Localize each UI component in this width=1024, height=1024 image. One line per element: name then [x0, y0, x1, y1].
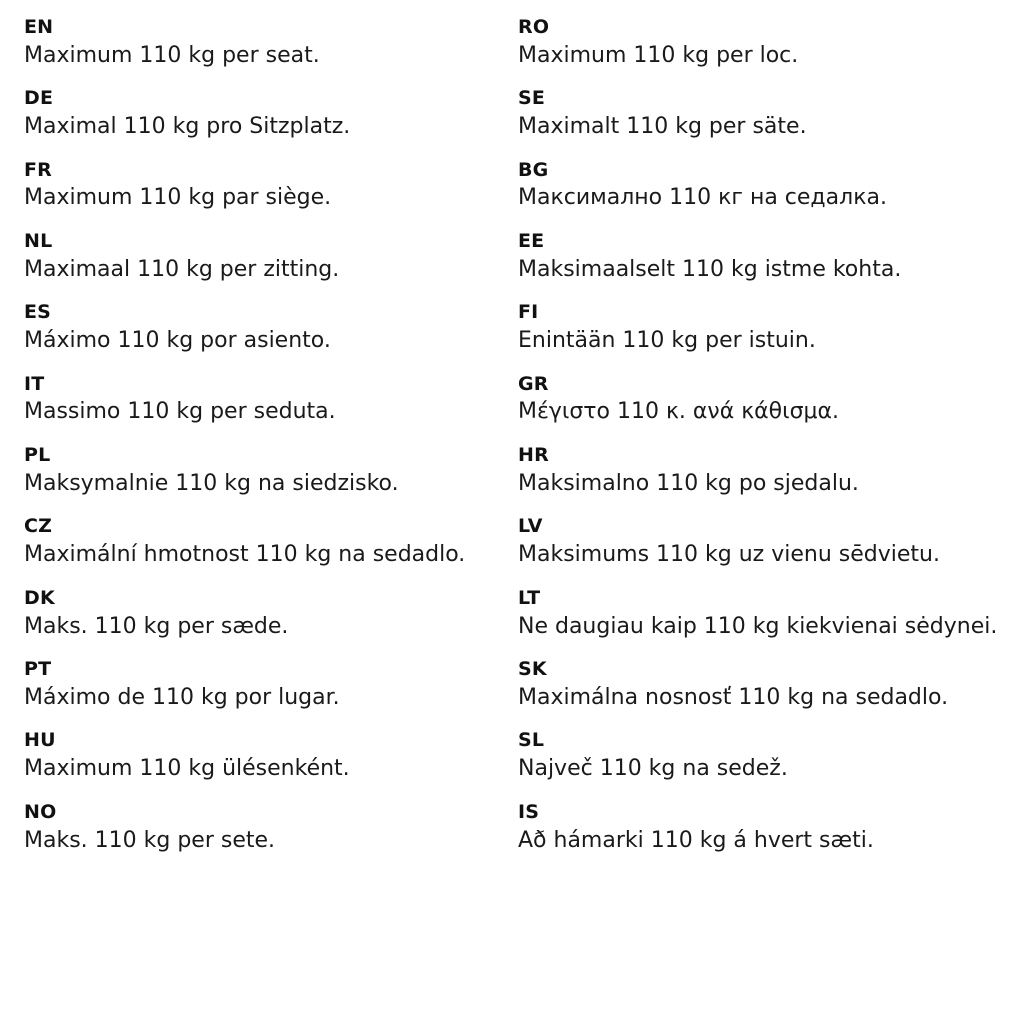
language-entry [24, 159, 498, 213]
language-entry [518, 159, 1000, 213]
language-text: Maximal 110 kg pro Sitzplatz. [24, 114, 351, 140]
language-code: ES [24, 301, 52, 324]
language-code: EN [24, 16, 54, 38]
language-code: RO [518, 16, 550, 38]
language-entry [24, 444, 498, 498]
language-text: Maximum 110 kg per loc. [518, 42, 799, 68]
language-text: Ne daugiau kaip 110 kg kiekvienai sėdynei. [518, 613, 998, 639]
language-entry [518, 658, 1000, 712]
language-entry [24, 801, 498, 855]
language-entry [518, 801, 1000, 855]
language-code: PT [24, 658, 52, 681]
language-entry [24, 373, 498, 427]
language-code: FI [518, 301, 539, 324]
language-entry [24, 515, 498, 569]
language-entry [518, 373, 1000, 427]
language-code: HU [24, 729, 56, 752]
language-code: CZ [24, 515, 53, 538]
language-entry [24, 729, 498, 783]
language-text: Μέγιστο 110 κ. ανά κάθισμα. [518, 399, 840, 425]
language-entry [518, 515, 1000, 569]
language-text: Maximum 110 kg per seat. [24, 42, 320, 68]
language-code: SK [518, 658, 547, 681]
language-text: Maks. 110 kg per sete. [24, 827, 276, 853]
language-code: DK [24, 586, 55, 609]
language-code: NL [24, 230, 53, 253]
language-code: DE [24, 87, 54, 110]
language-code: SE [518, 87, 546, 110]
language-entry [518, 301, 1000, 355]
language-text: Maximum 110 kg ülésenként. [24, 756, 350, 782]
language-entry [518, 230, 1000, 284]
language-code: IT [24, 372, 45, 395]
language-code: EE [518, 230, 545, 253]
language-code: HR [518, 444, 549, 467]
language-text: Maximální hmotnost 110 kg na sedadlo. [24, 542, 466, 568]
right-column [512, 16, 1000, 855]
language-text: Máximo de 110 kg por lugar. [24, 684, 340, 710]
language-text: Maksimalno 110 kg po sjedalu. [518, 470, 859, 496]
language-code: LV [518, 515, 543, 538]
language-code: LT [518, 586, 541, 609]
language-text: Maximum 110 kg par siège. [24, 185, 332, 211]
language-code: GR [518, 372, 549, 395]
language-text: Maximalt 110 kg per säte. [518, 114, 807, 140]
language-entry [518, 587, 1000, 641]
left-column [24, 16, 512, 855]
language-text: Maksymalnie 110 kg na siedzisko. [24, 470, 399, 496]
language-entry [24, 301, 498, 355]
language-code: SL [518, 729, 545, 752]
language-code: FR [24, 158, 53, 181]
language-entry [518, 87, 1000, 141]
language-text: Največ 110 kg na sedež. [518, 756, 788, 782]
language-entry [518, 444, 1000, 498]
language-text: Að hámarki 110 kg á hvert sæti. [518, 827, 874, 853]
language-code: BG [518, 158, 549, 181]
language-text: Maksimaalselt 110 kg istme kohta. [518, 256, 902, 282]
language-entry [24, 658, 498, 712]
language-text: Максимално 110 кг на седалка. [518, 185, 887, 211]
language-code: NO [24, 800, 57, 823]
language-entry [24, 230, 498, 284]
language-text: Maximálna nosnosť 110 kg na sedadlo. [518, 684, 949, 710]
language-text: Maks. 110 kg per sæde. [24, 613, 289, 639]
language-text: Maximaal 110 kg per zitting. [24, 256, 340, 282]
language-code: PL [24, 444, 51, 467]
language-entry [24, 87, 498, 141]
language-code: IS [518, 800, 540, 823]
language-text: Massimo 110 kg per seduta. [24, 399, 336, 425]
language-entry [24, 587, 498, 641]
language-text: Máximo 110 kg por asiento. [24, 328, 331, 354]
language-text: Enintään 110 kg per istuin. [518, 328, 816, 354]
language-entry [518, 729, 1000, 783]
language-text: Maksimums 110 kg uz vienu sēdvietu. [518, 542, 940, 568]
language-entry [24, 16, 498, 70]
language-entry [518, 16, 1000, 70]
